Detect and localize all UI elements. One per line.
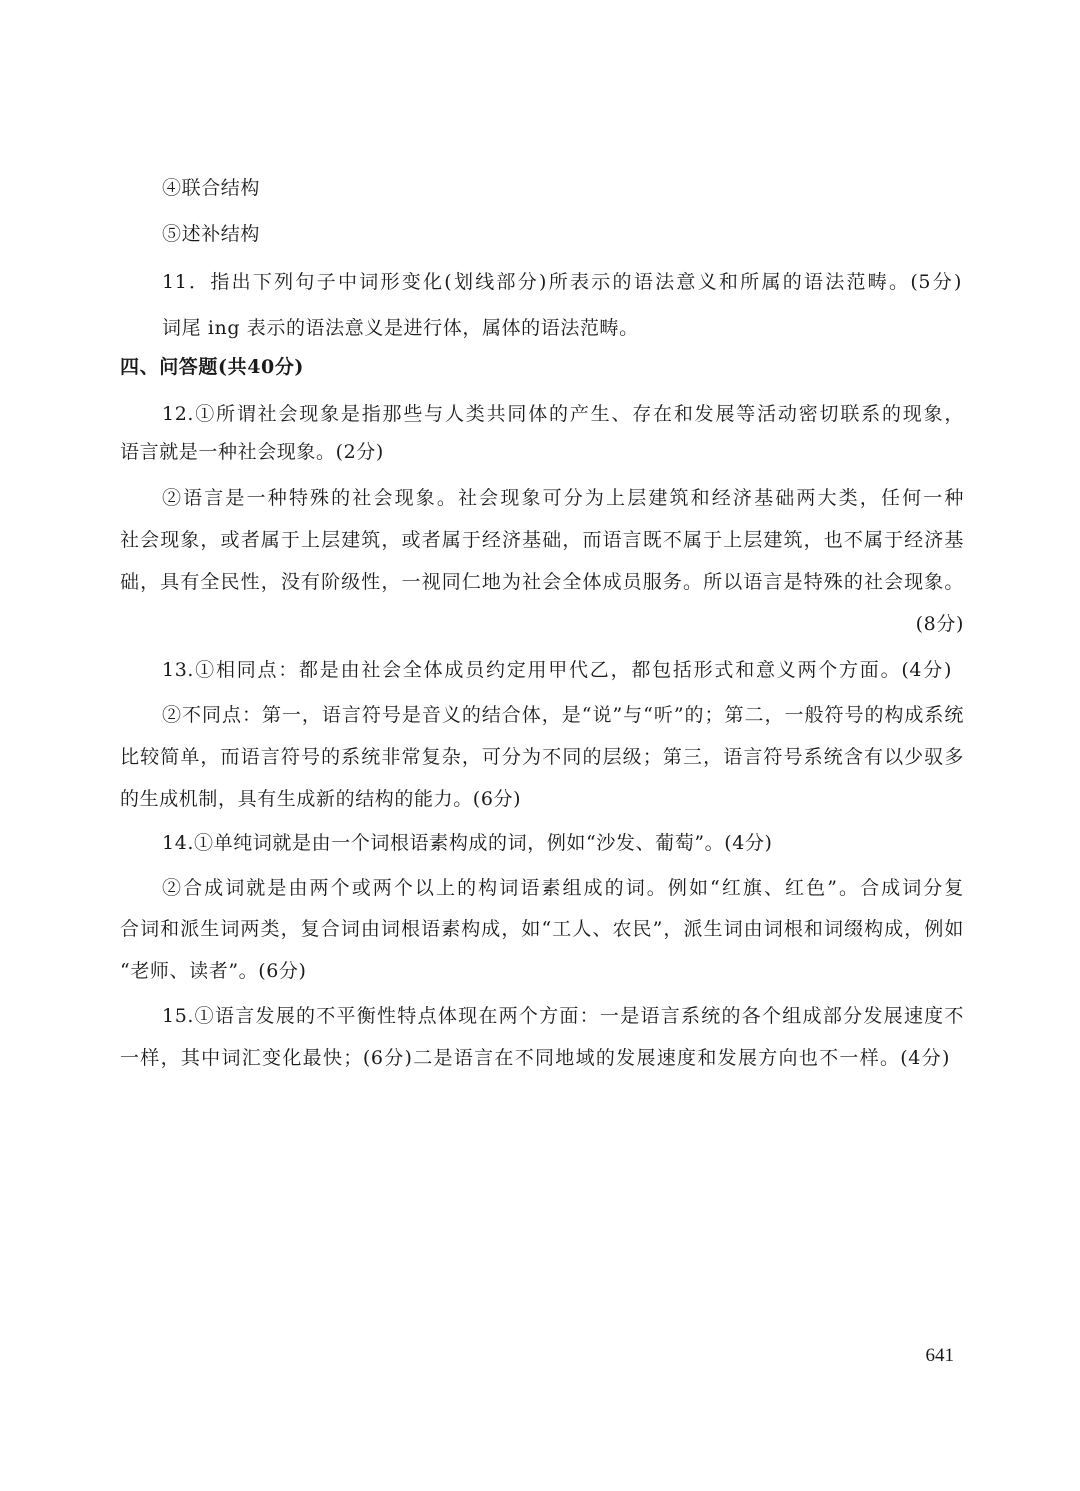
answer-12-part2-score: (8分) — [915, 613, 964, 635]
answer-12-part1-line2: 语言就是一种社会现象。(2分) — [120, 441, 384, 463]
answer-15-line2: 一样，其中词汇变化最快；(6分)二是语言在不同地域的发展速度和发展方向也不一样。(4分) — [120, 1047, 950, 1069]
text-line-item-4: ④联合结构 — [162, 177, 261, 199]
answer-13-part1: 13.①相同点：都是由社会全体成员约定用甲代乙，都包括形式和意义两个方面。(4分) — [162, 659, 952, 681]
section-heading-essay: 四、问答题(共40分) — [120, 356, 305, 378]
answer-14-part2-line2: 合词和派生词两类，复合词由词根语素构成，如“工人、农民”，派生词由词根和词缀构成，例如 — [120, 918, 964, 940]
answer-13-part2-line3: 的生成机制，具有生成新的结构的能力。(6分) — [120, 788, 522, 810]
text-line-item-5: ⑤述补结构 — [162, 223, 261, 245]
answer-12-part2-line2: 社会现象，或者属于上层建筑，或者属于经济基础，而语言既不属于上层建筑，也不属于经济基 — [120, 529, 964, 551]
answer-12-part2-line3: 础，具有全民性，没有阶级性，一视同仁地为社会全体成员服务。所以语言是特殊的社会现象。 — [120, 571, 964, 593]
question-11-answer: 词尾 ing 表示的语法意义是进行体，属体的语法范畴。 — [162, 317, 639, 339]
question-11-prompt: 11．指出下列句子中词形变化(划线部分)所表示的语法意义和所属的语法范畴。(5分) — [162, 271, 962, 293]
answer-14-part2-line1: ②合成词就是由两个或两个以上的构词语素组成的词。例如“红旗、红色”。合成词分复 — [162, 877, 964, 899]
answer-12-part2-line1: ②语言是一种特殊的社会现象。社会现象可分为上层建筑和经济基础两大类，任何一种 — [162, 487, 964, 509]
page-number: 641 — [925, 1345, 954, 1366]
answer-15-line1: 15.①语言发展的不平衡性特点体现在两个方面：一是语言系统的各个组成部分发展速度不 — [162, 1005, 964, 1027]
answer-14-part2-line3: “老师、读者”。(6分) — [120, 960, 307, 982]
answer-14-part1: 14.①单纯词就是由一个词根语素构成的词，例如“沙发、葡萄”。(4分) — [162, 832, 773, 854]
answer-12-part1-line1: 12.①所谓社会现象是指那些与人类共同体的产生、存在和发展等活动密切联系的现象， — [162, 403, 964, 425]
answer-13-part2-line2: 比较简单，而语言符号的系统非常复杂，可分为不同的层级；第三，语言符号系统含有以少驭多 — [120, 746, 964, 768]
answer-13-part2-line1: ②不同点：第一，语言符号是音义的结合体，是“说”与“听”的；第二，一般符号的构成系统 — [162, 704, 964, 726]
